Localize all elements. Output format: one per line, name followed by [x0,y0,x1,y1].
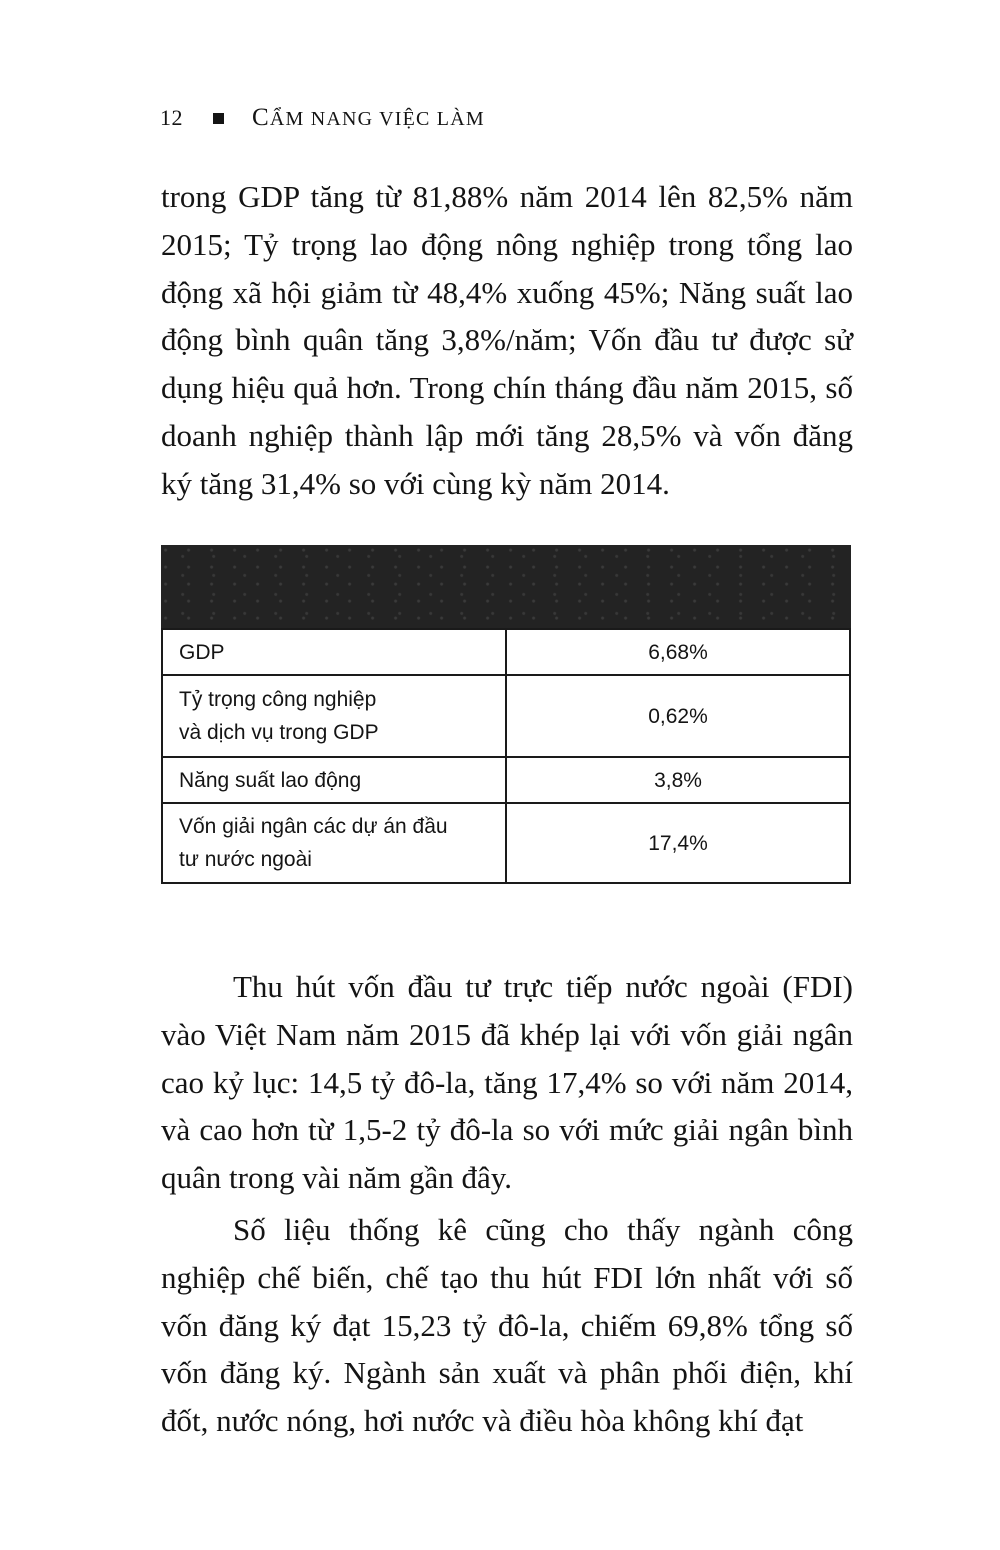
body-paragraph-3: Số liệu thống kê cũng cho thấy ngành công nghiệp chế biến, chế tạo thu hút FDI lớn nhất với số vốn đăng ký đạt 15,23 tỷ đô-la, chiếm 69,8% tổng số vốn đăng ký. Ngành sản xuất và phân phối điện, khí đốt, nước nóng, hơi nước và điều hòa không khí đạt [161,1212,853,1439]
table-row [162,803,850,883]
row-label-line: tư nước ngoài [179,848,312,871]
book-title-initial: C [252,104,270,131]
running-head [160,104,485,132]
row-label-line: Tỷ trọng công nghiệp [179,688,377,711]
row-value: 17,4% [506,803,850,883]
row-label-line: GDP [179,640,225,664]
row-label [162,757,506,803]
row-label [162,629,506,675]
table-header-band [161,545,851,628]
row-value: 0,62% [506,675,850,757]
row-label-line: Năng suất lao động [179,768,362,792]
row-value: 3,8% [506,757,850,803]
row-label-line: và dịch vụ trong GDP [179,721,379,744]
row-label [162,803,506,883]
row-value: 6,68% [506,629,850,675]
stats-table-grid [161,628,851,884]
book-title [252,104,485,132]
table-row [162,757,850,803]
stats-table [161,545,851,884]
page-number: 12 [160,105,183,130]
book-title-rest: ẨM NANG VIỆC LÀM [269,108,485,130]
row-label [162,675,506,757]
body-paragraph-1: trong GDP tăng từ 81,88% năm 2014 lên 82,5% năm 2015; Tỷ trọng lao động nông nghiệp trong tổng lao động xã hội giảm từ 48,4% xuống 45%; Năng suất lao động bình quân tăng 3,8%/năm; Vốn đầu tư được sử dụng hiệu quả hơn. Trong chín tháng đầu năm 2015, số doanh nghiệp thành lập mới tăng 28,5% và vốn đăng ký tăng 31,4% so với cùng kỳ năm 2014. [161,179,853,501]
row-label-line: Vốn giải ngân các dự án đầu [179,815,448,838]
square-bullet-icon [213,113,224,124]
table-row [162,629,850,675]
table-row [162,675,850,757]
body-paragraph-2: Thu hút vốn đầu tư trực tiếp nước ngoài (FDI) vào Việt Nam năm 2015 đã khép lại với vốn giải ngân cao kỷ lục: 14,5 tỷ đô-la, tăng 17,4% so với năm 2014, và cao hơn từ 1,5-2 tỷ đô-la so với mức giải ngân bình quân trong vài năm gần đây. [161,969,853,1196]
